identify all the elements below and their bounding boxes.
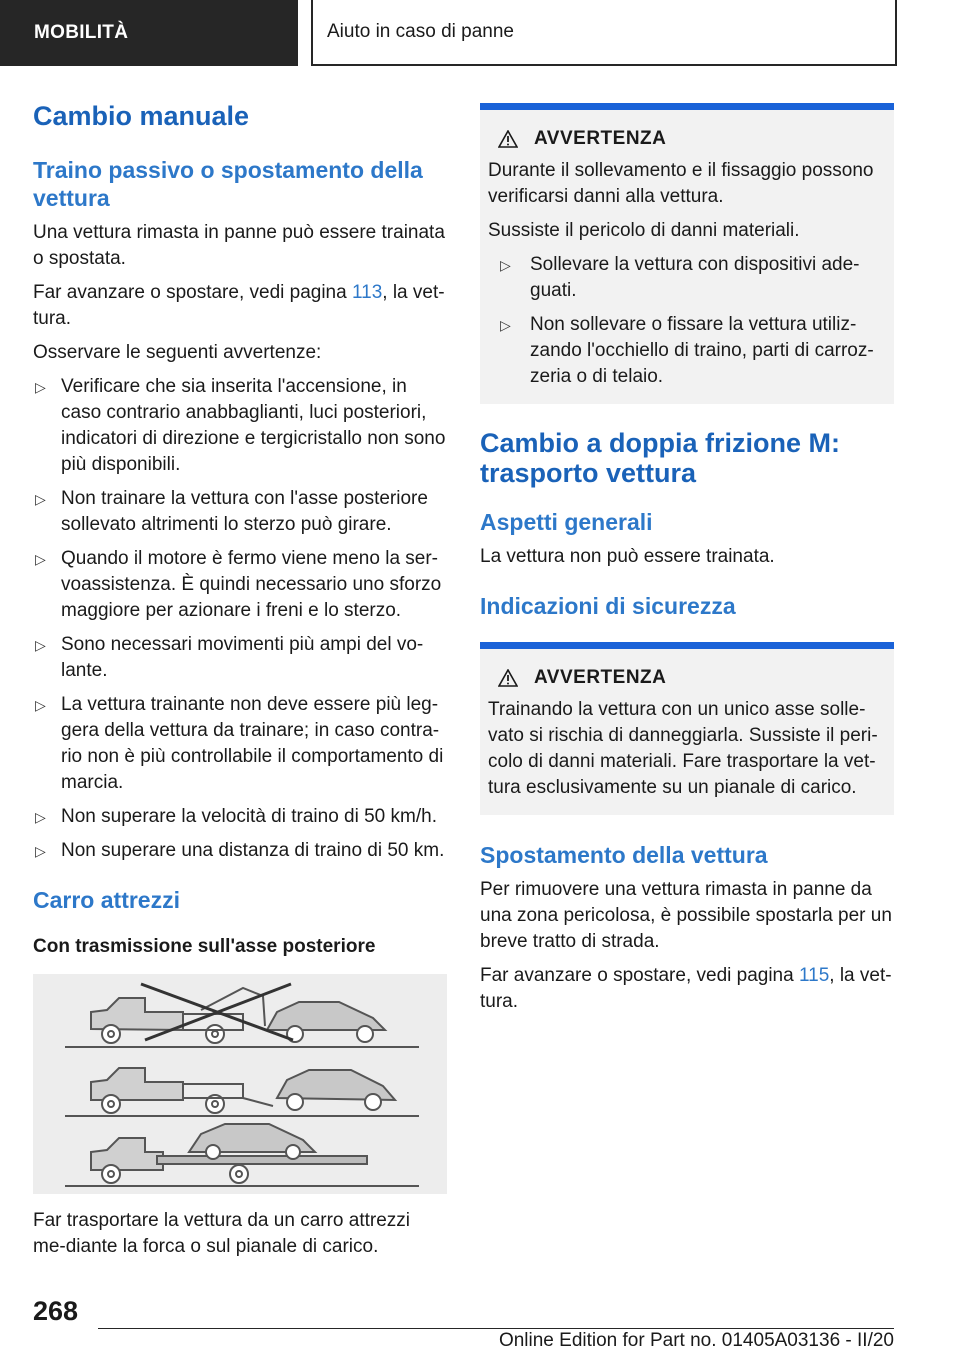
warning-title (488, 667, 886, 689)
intro-paragraph: Una vettura rimasta in panne può essere trainata o spostata. (33, 222, 445, 269)
list-item (33, 374, 447, 478)
tow-hook-row (65, 984, 419, 1047)
subtitle-general: Aspetti generali (480, 509, 653, 535)
warning-box-lifting (480, 103, 894, 404)
triangle-right-icon: ▷ (35, 697, 46, 713)
tow-methods-drawing (33, 974, 447, 1194)
warning-triangle-icon (498, 130, 518, 148)
warning-title-text: AVVERTENZA (534, 128, 667, 149)
warning-title-text: AVVERTENZA (534, 667, 667, 688)
tow-caption: Far trasportare la vettura da un carro attrezzi me-diante la forca o sul pianale di carico. (33, 1210, 410, 1257)
warning-list (488, 252, 886, 390)
reference-text: Far avanzare o spostare, vedi pagina (480, 965, 799, 986)
warning-text: Sussiste il pericolo di danni materiali. (488, 220, 800, 241)
list-item-text: Verificare che sia inserita l'accensione, in caso contrario anabbaglianti, luci posteriori, indicatori di direzione e tergicristallo non sono più disponibili. (61, 376, 446, 475)
list-item (33, 804, 447, 830)
list-item-text: Non superare la velocità di traino di 50 km/h. (61, 806, 437, 827)
list-item (33, 838, 447, 864)
subtitle-passive-towing: Traino passivo o spostamento della vettura (33, 157, 423, 211)
list-item (33, 486, 447, 538)
warning-box-single-axle (480, 642, 894, 815)
list-item (498, 252, 886, 304)
moving-paragraph: Per rimuovere una vettura rimasta in panne da una zona pericolosa, è possibile spostarla per un breve tratto di strada. (480, 879, 892, 952)
list-item (33, 692, 447, 796)
triangle-right-icon: ▷ (35, 843, 46, 859)
header-section-tab (0, 0, 298, 66)
left-column (33, 100, 447, 1260)
reference-text-end: , la vet-tura. (480, 965, 892, 1012)
triangle-right-icon: ▷ (35, 551, 46, 567)
section-title-dct: Cambio a doppia frizione M: trasporto vettura (480, 428, 841, 488)
list-item-text: La vettura trainante non deve essere più leg-gera della vettura da trainare; in caso contra-rio non è più controllabile il comportamento di marcia. (61, 694, 444, 793)
warning-title (488, 128, 886, 150)
list-item-text: Non sollevare o fissare la vettura utiliz-zando l'occhiello di traino, parti di carroz-zeria o di telaio. (530, 314, 874, 387)
list-item-text: Non trainare la vettura con l'asse posteriore sollevato altrimenti lo sterzo può girare. (61, 488, 428, 535)
triangle-right-icon: ▷ (35, 637, 46, 653)
warning-triangle-icon (498, 669, 518, 687)
list-item-text: Sono necessari movimenti più ampi del vo-lante. (61, 634, 424, 681)
list-item-text: Sollevare la vettura con dispositivi ade-guati. (530, 254, 860, 301)
list-item (33, 632, 447, 684)
warning-text: Durante il sollevamento e il fissaggio possono verificarsi danni alla vettura. (488, 160, 874, 207)
list-item (498, 312, 886, 390)
reference-text-end: , la vet-tura. (33, 282, 445, 329)
warnings-list (33, 374, 447, 864)
observe-paragraph: Osservare le seguenti avvertenze: (33, 342, 322, 363)
list-item-text: Non superare una distanza di traino di 50 km. (61, 840, 445, 861)
subtitle-tow-truck: Carro attrezzi (33, 887, 180, 913)
warning-text: Trainando la vettura con un unico asse solle-vato si rischia di danneggiarla. Sussiste il peri-colo di danni materiali. Fare trasportare la vet-tura esclusivamente su un pianale di carico. (488, 699, 878, 798)
section-title-manual: Cambio manuale (33, 101, 250, 131)
reference-text: Far avanzare o spostare, vedi pagina (33, 282, 352, 303)
header-chapter-label: Aiuto in caso di panne (327, 21, 514, 42)
subtitle-rear-axle: Con trasmissione sull'asse posteriore (33, 936, 376, 957)
tow-flatbed-row (65, 1124, 419, 1186)
subtitle-safety: Indicazioni di sicurezza (480, 593, 736, 619)
tow-fork-row (65, 1068, 419, 1116)
footer-edition: Online Edition for Part no. 01405A03136 - II/20 (498, 1330, 894, 1351)
triangle-right-icon: ▷ (35, 491, 46, 507)
page-link-115[interactable]: 115 (798, 965, 830, 986)
triangle-right-icon: ▷ (35, 379, 46, 395)
triangle-right-icon: ▷ (35, 809, 46, 825)
reference-paragraph (480, 963, 894, 1015)
triangle-right-icon: ▷ (500, 257, 511, 273)
page-link-113[interactable]: 113 (351, 282, 383, 303)
header-section-label: MOBILITÀ (34, 22, 129, 43)
footer-rule (98, 1328, 894, 1329)
page-number: 268 (33, 1296, 79, 1326)
triangle-right-icon: ▷ (500, 317, 511, 333)
reference-paragraph (33, 280, 447, 332)
tow-truck-illustration (33, 974, 447, 1194)
header-chapter-tab (311, 0, 897, 66)
right-column (480, 103, 894, 1015)
list-item (33, 546, 447, 624)
list-item-text: Quando il motore è fermo viene meno la ser-voassistenza. È quindi necessario uno sforzo maggiore per azionare i freni e lo sterzo. (61, 548, 442, 621)
general-paragraph: La vettura non può essere trainata. (480, 546, 775, 567)
subtitle-moving: Spostamento della vettura (480, 842, 768, 868)
